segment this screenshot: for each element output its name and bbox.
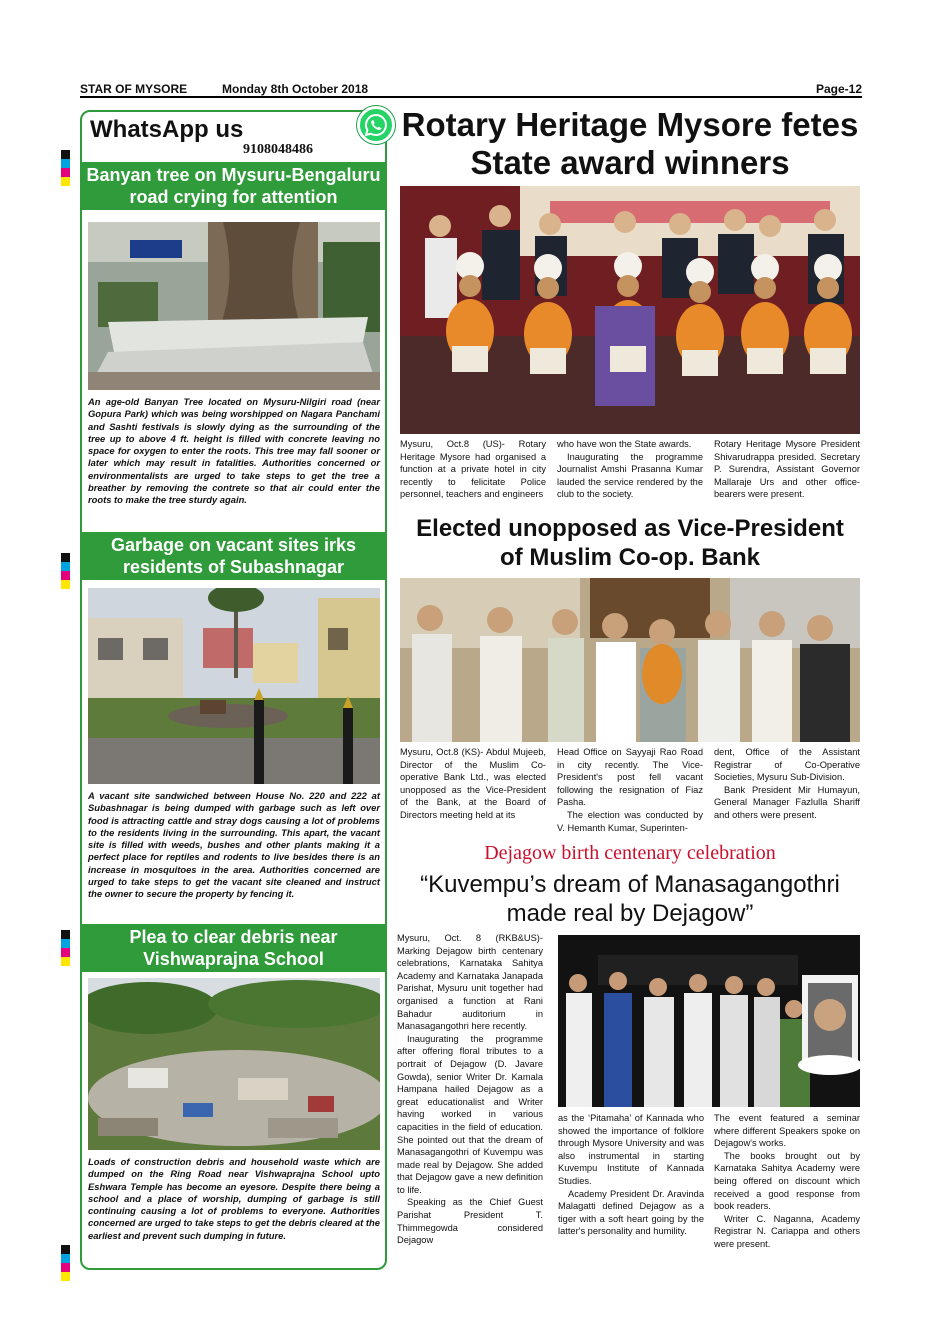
issue-date: Monday 8th October 2018 [222,82,369,96]
rotary-col-2: who have won the State awards. Inaugurating the programme Journalist Amshi Prasanna Kumar lauded the service rendered by the club to the society. [557,439,703,500]
debris-vishwaprajna-headline: Plea to clear debris near Vishwaprajna School [82,924,385,972]
dejagow-kicker: Dejagow birth centenary celebration [484,842,776,864]
rotary-award-photo [400,186,860,434]
dejagow-col-1: Mysuru, Oct. 8 (RKB&US)- Marking Dejagow birth centenary celebrations, Karnataka Sahitya Academy and Karnataka Janapada Parishat, Mysuru unit together had organised a function at Rani Bahadur auditorium in Manasagangothri here recently. Inaugurating the programme after offering floral tributes to a portrait of Dejagow (D. Javare Gowda), senior Writer Dr. Kamala Hampana hailed Dejagow as a great educationalist and Writer having worked in various capacities in the field of education. She pointed out that the dream of Manasagangothri of Kuvempu was made real by Dejagow. She added that Dejagow gave a new definition to life. Speaking as the Chief Guest Parishat President T. Thimmegowda considered Dejagow [397,933,543,1246]
rotary-col-3: Rotary Heritage Mysore President Shivarudrappa presided. Secretary P. Surendra, Assistant Governor Mallaraje Urs and other office-bearers were present. [714,439,860,500]
banyan-tree-headline: Banyan tree on Mysuru-Bengaluru road crying for attention [82,162,385,210]
bank-body [400,746,860,834]
rotary-headline: Rotary Heritage Mysore fetes State award winners [401,106,859,181]
bank-officials-photo [400,578,860,742]
dejagow-event-photo [558,935,860,1107]
whatsapp-title: WhatsApp us [90,116,244,143]
registration-marks [61,553,70,589]
publication-name: STAR OF MYSORE [80,82,188,96]
registration-marks [61,930,70,966]
garbage-subashnagar-photo [88,588,380,784]
page-header [80,80,862,98]
registration-marks [61,1245,70,1281]
dejagow-cols-2-3 [558,1112,860,1251]
debris-vishwaprajna-photo [88,978,380,1150]
dejagow-col-3: The event featured a seminar where different Speakers spoke on Dejagow's works. The books brought out by Karnataka Sahitya Academy were being offered on discount which received a good response from book readers. Writer C. Naganna, Academy Registrar N. Cariappa and others were present. [714,1113,860,1249]
banyan-tree-caption: An age-old Banyan Tree located on Mysuru-Nilgiri road (near Gopura Park) which was being worshipped on Nagara Panchami and Sashti festivals is slowly dying as the surrounding of the tree up to above 4 ft. height is filled with concrete leaving no space for oxygen to enter the roots. This tree may fall sooner or later which may result in fatalities. Authorities concerned or environmentalists are urged to take steps to get the tree a breather by removing the contrete so that air could enter the roots to make the tree sturdy again. [88,396,380,506]
dejagow-headline: “Kuvempu’s dream of Manasagangothri made real by Dejagow” [420,871,840,927]
bank-headline: Elected unopposed as Vice-President of Muslim Co-op. Bank [416,515,844,571]
rotary-body [400,438,860,501]
garbage-subashnagar-caption: A vacant site sandwiched between House No. 220 and 222 at Subashnagar is being dumped with garbage such as left over food is attracting cattle and stray dogs causing a lot of problems to the residents living in the surrounding. This apart, the vacant site is filled with weeds, bushes and other plants making it a perfect place for reptiles and rodents to live besides there is an increase in mosquitoes in the area. Authorities concerned are urged to take steps to get the vacant site cleaned and instruct the owner to secure the property by fencing it. [88,790,380,900]
whatsapp-icon [357,106,395,144]
dejagow-col-2: as the ‘Pitamaha’ of Kannada who showed the importance of folklore through Mysore University and was also instrumental in starting Kuvempu Institute of Kannada Studies. Academy President Dr. Aravinda Malagatti defined Dejagow as a tiger with a soft heart going by the latter's personality and humility. [558,1113,704,1237]
page-number: Page-12 [815,82,862,96]
bank-col-1: Mysuru, Oct.8 (KS)- Abdul Mujeeb, Director of the Muslim Co-operative Bank Ltd., was elected unopposed as the Vice-President of the Bank, at the Board of Directors meeting held at its [400,747,546,820]
dejagow-col-1-wrap [397,932,543,1247]
banyan-tree-photo [88,222,380,390]
bank-col-3: dent, Office of the Assistant Registrar of Co-Operative Societies, Mysuru Sub-Division. Bank President Mir Humayun, General Manager Fazlulla Shariff and others were present. [714,747,860,820]
registration-marks [61,150,70,186]
debris-vishwaprajna-caption: Loads of construction debris and household waste which are dumped on the Ring Road near Vishwaprajna School upto Eshwara Temple has become an eyesore. Despite there being a school and a place of worship, dumping of garbage is still continuing causing a lot of problems to everyone. Authorities concerned are urged to take steps to get the debris cleared at the earliest and prevent such dumping in future. [88,1156,380,1241]
whatsapp-number: 9108048486 [243,142,313,157]
bank-col-2: Head Office on Sayyaji Rao Road in city recently. The Vice-President's post fell vacant following the resignation of Fiaz Pasha. The election was conducted by V. Hemanth Kumar, Superinten- [557,747,703,833]
rotary-col-1: Mysuru, Oct.8 (US)- Rotary Heritage Mysore had organised a function at a private hotel in city recently to felicitate Police personnel, teachers and engineers [400,439,546,500]
garbage-subashnagar-headline: Garbage on vacant sites irks residents of Subashnagar [82,532,385,580]
